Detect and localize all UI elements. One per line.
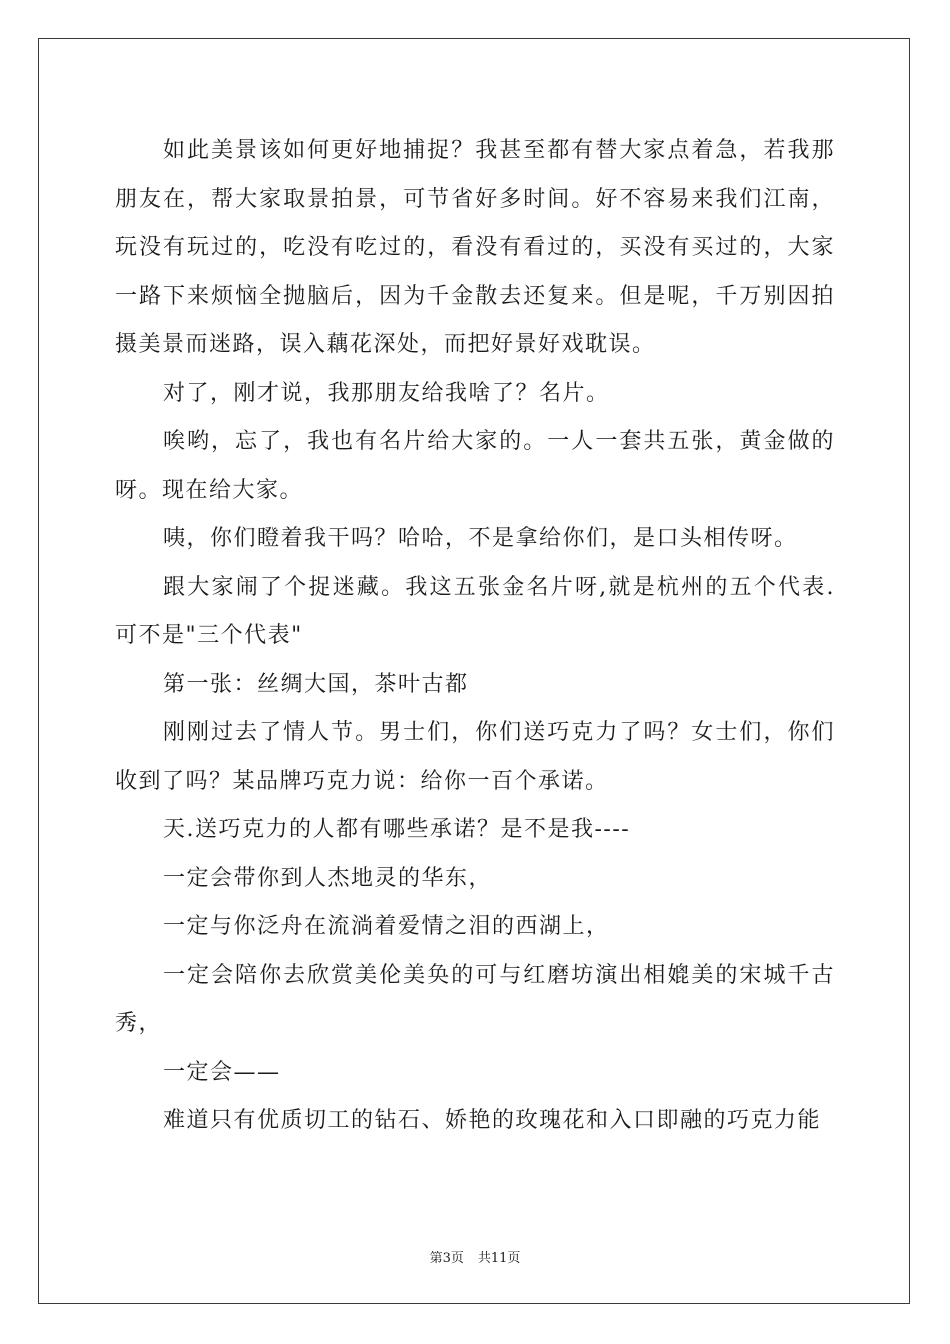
paragraph: 第一张：丝绸大国，茶叶古都	[163, 671, 469, 697]
paragraph: 一定会——	[163, 1059, 281, 1085]
paragraph: 如此美景该如何更好地捕捉？我甚至都有替大家点着急，若我那朋友在，帮大家取景拍景，可节省好多时间。好不容易来我们江南，玩没有玩过的，吃没有吃过的，看没有看过的，买没有买过的，大家一路下来烦恼全抛脑后，因为千金散去还复来。但是呢，千万别因拍摄美景而迷路，误入藕花深处，而把好景好戏耽误。	[115, 138, 835, 357]
document-body	[115, 127, 835, 1146]
paragraph: 对了，刚才说，我那朋友给我啥了？名片。	[163, 380, 610, 406]
paragraph: 一定会陪你去欣赏美伦美奂的可与红磨坊演出相媲美的宋城千古秀，	[115, 962, 835, 1036]
paragraph: 天.送巧克力的人都有哪些承诺？是不是我----	[163, 817, 631, 842]
page-footer	[0, 1247, 950, 1266]
page-total: 共11页	[477, 1251, 521, 1266]
paragraph: 一定与你泛舟在流淌着爱情之泪的西湖上，	[163, 914, 610, 939]
paragraph: 跟大家闹了个捉迷藏。我这五张金名片呀,就是杭州的五个代表.可不是"三个代表"	[115, 574, 835, 648]
paragraph: 咦，你们瞪着我干吗？哈哈，不是拿给你们，是口头相传呀。	[163, 526, 798, 551]
paragraph: 难道只有优质切工的钻石、娇艳的玫瑰花和入口即融的巧克力能	[163, 1108, 822, 1133]
paragraph: 刚刚过去了情人节。男士们，你们送巧克力了吗？女士们，你们收到了吗？某品牌巧克力说：给你一百个承诺。	[115, 720, 835, 794]
paragraph: 唉哟，忘了，我也有名片给大家的。一人一套共五张，黄金做的呀。现在给大家。	[115, 429, 835, 503]
page-number: 第3页	[429, 1251, 464, 1266]
paragraph: 一定会带你到人杰地灵的华东，	[163, 865, 493, 891]
